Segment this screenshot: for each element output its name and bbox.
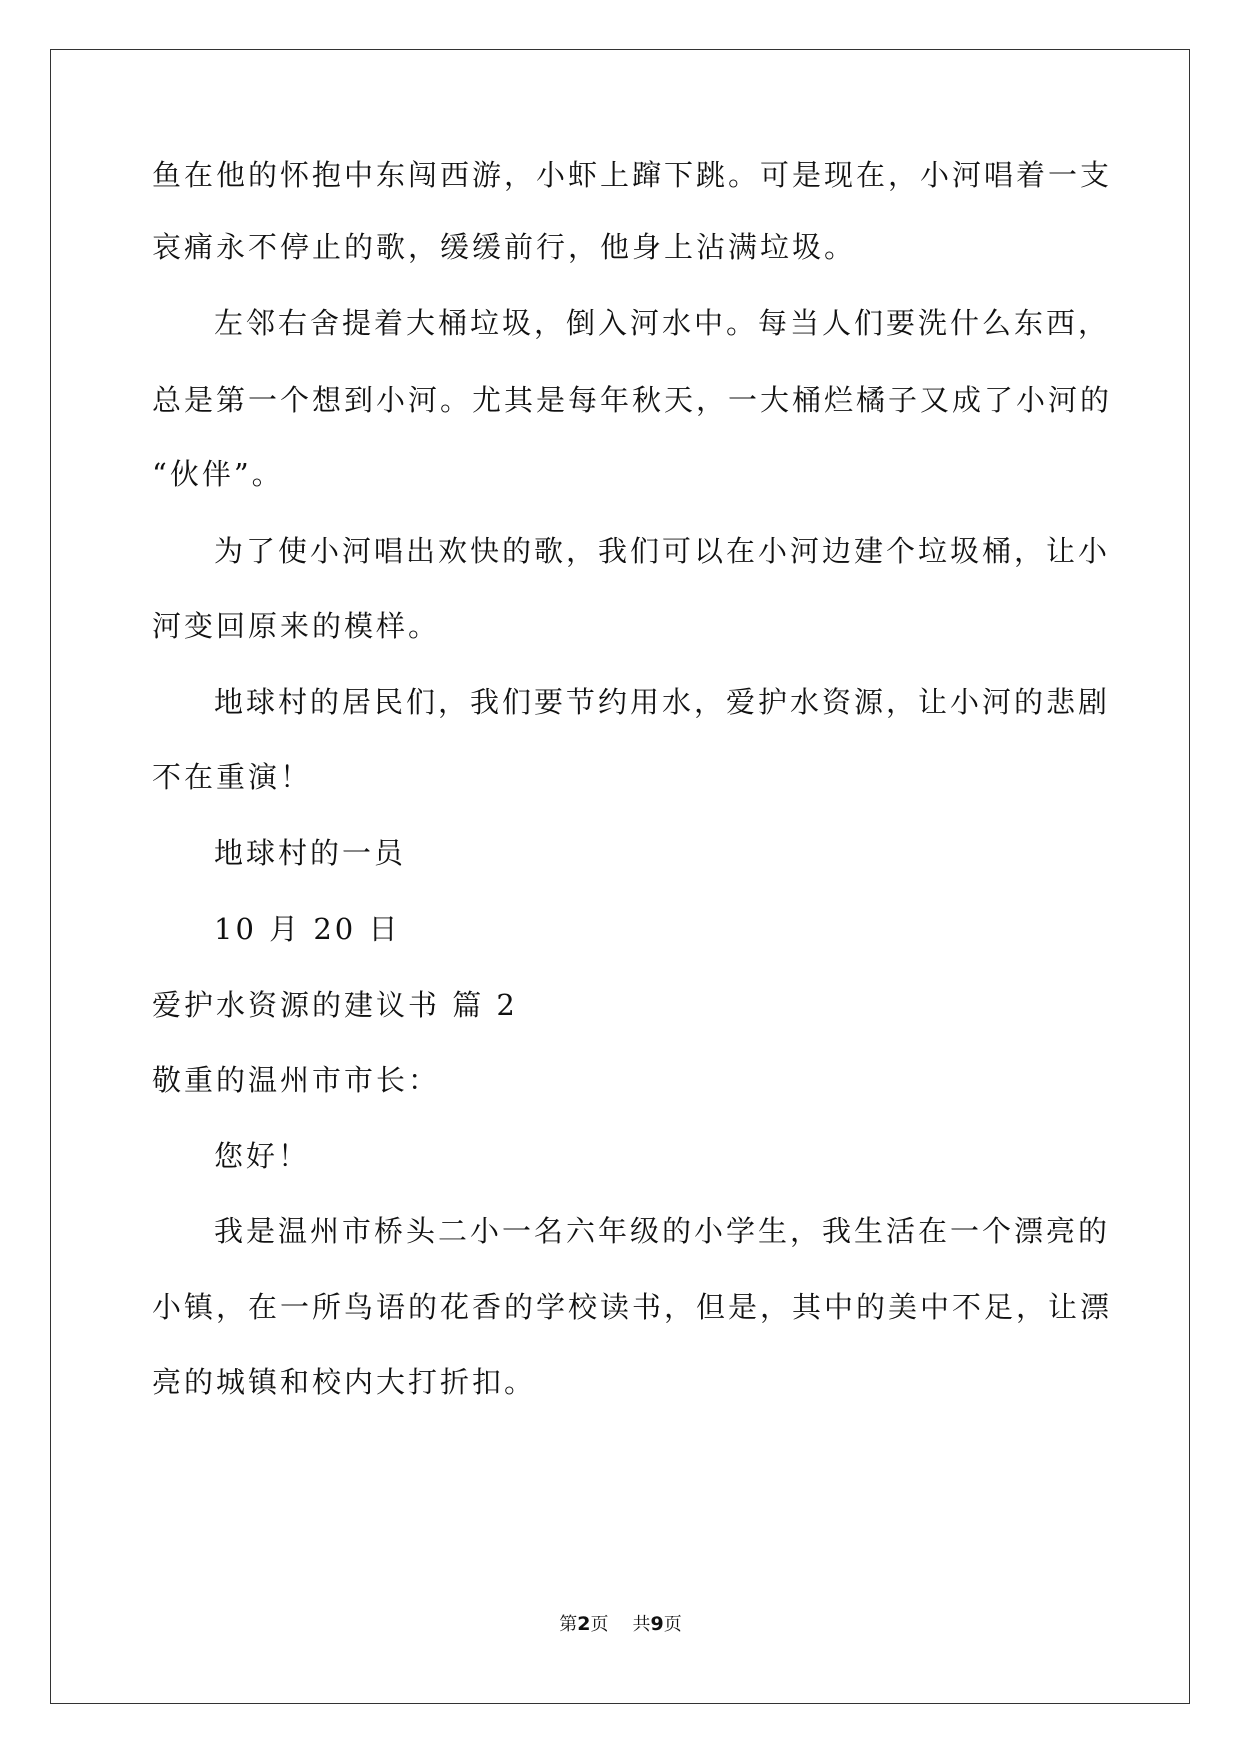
page-border [50,49,1190,1704]
paragraph-line: 左邻右舍提着大桶垃圾，倒入河水中。每当人们要洗什么东西， [214,306,1111,340]
page-suffix: 页 [590,1614,609,1635]
paragraph-line: 为了使小河唱出欢快的歌，我们可以在小河边建个垃圾桶，让小 [214,534,1111,568]
paragraph-line: 不在重演！ [152,760,313,794]
paragraph-line: 我是温州市桥头二小一名六年级的小学生，我生活在一个漂亮的 [214,1214,1111,1248]
total-prefix: 共 [632,1614,651,1635]
salutation-line: 敬重的温州市市长： [152,1063,441,1097]
paragraph-line: 鱼在他的怀抱中东闯西游，小虾上蹿下跳。可是现在，小河唱着一支 [152,158,1113,192]
paragraph-line: 亮的城镇和校内大打折扣。 [152,1365,537,1399]
greeting-line: 您好！ [214,1139,311,1173]
total-suffix: 页 [663,1614,682,1635]
paragraph-line: “伙伴”。 [152,457,284,491]
page-prefix: 第 [559,1614,578,1635]
paragraph-line: 哀痛永不停止的歌，缓缓前行，他身上沾满垃圾。 [152,230,857,264]
page-current: 2 [577,1613,591,1635]
paragraph-line: 河变回原来的模样。 [152,609,441,643]
paragraph-line: 小镇，在一所鸟语的花香的学校读书，但是，其中的美中不足，让漂 [152,1290,1113,1324]
page-total: 9 [650,1613,664,1635]
paragraph-line: 地球村的居民们，我们要节约用水，爱护水资源，让小河的悲剧 [214,685,1111,719]
section-heading: 爱护水资源的建议书 篇 2 [152,988,518,1022]
date-line: 10 月 20 日 [214,912,401,946]
signature-line: 地球村的一员 [214,836,407,870]
page-footer [0,1612,1241,1637]
paragraph-line: 总是第一个想到小河。尤其是每年秋天，一大桶烂橘子又成了小河的 [152,383,1113,417]
